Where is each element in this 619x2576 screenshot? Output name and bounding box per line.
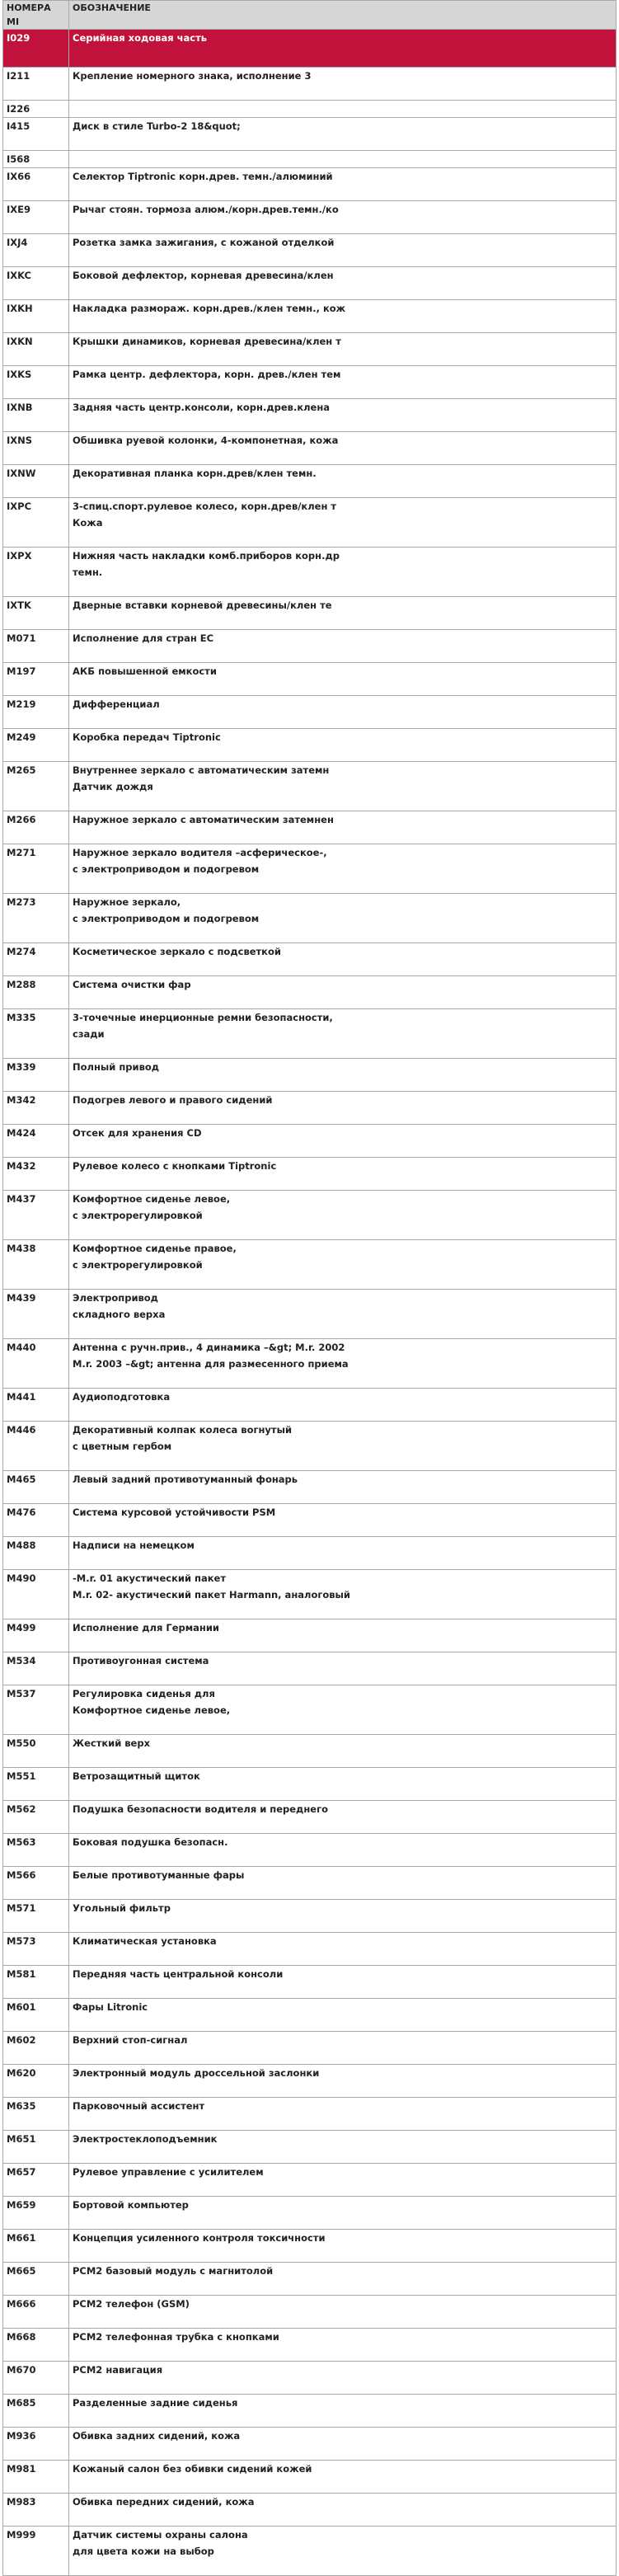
option-description: Противоугонная система	[69, 1652, 617, 1685]
option-description: Комфортное сиденье левое, с электрорегулировкой	[69, 1191, 617, 1240]
option-description: Исполнение для стран ЕС	[69, 630, 617, 663]
option-description: Рулевое колесо с кнопками Tiptronic	[69, 1158, 617, 1191]
table-row	[3, 630, 617, 663]
option-code: IXPC	[3, 498, 69, 548]
option-code: M197	[3, 663, 69, 696]
option-description: Климатическая установка	[69, 1933, 617, 1966]
option-code: M571	[3, 1900, 69, 1933]
option-code: M685	[3, 2395, 69, 2428]
table-row	[3, 2461, 617, 2494]
option-code: IXNS	[3, 432, 69, 465]
option-description: Дверные вставки корневой древесины/клен те	[69, 597, 617, 630]
option-description: Система очистки фар	[69, 976, 617, 1009]
table-row	[3, 1339, 617, 1389]
option-code: IX66	[3, 168, 69, 201]
table-row	[3, 2428, 617, 2461]
option-description: Внутреннее зеркало с автоматическим затемн Датчик дождя	[69, 762, 617, 811]
table-row	[3, 2230, 617, 2263]
option-code: M534	[3, 1652, 69, 1685]
option-code: M999	[3, 2527, 69, 2576]
table-row	[3, 1735, 617, 1768]
option-description: Белые противотуманные фары	[69, 1867, 617, 1900]
table-row	[3, 1158, 617, 1191]
table-row	[3, 597, 617, 630]
option-description: Подогрев левого и правого сидений	[69, 1092, 617, 1125]
option-description: АКБ повышенной емкости	[69, 663, 617, 696]
table-row	[3, 151, 617, 168]
table-row	[3, 2131, 617, 2164]
option-code: IXKC	[3, 267, 69, 300]
option-description: Электростеклоподъемник	[69, 2131, 617, 2164]
header-description: ОБОЗНАЧЕНИЕ	[69, 1, 617, 30]
option-code: M666	[3, 2296, 69, 2329]
option-description: Аудиоподготовка	[69, 1389, 617, 1422]
option-code: M288	[3, 976, 69, 1009]
option-code: M657	[3, 2164, 69, 2197]
table-row	[3, 1801, 617, 1834]
option-code: IXKH	[3, 300, 69, 333]
option-code: M265	[3, 762, 69, 811]
option-description: Полный привод	[69, 1059, 617, 1092]
option-code: M437	[3, 1191, 69, 1240]
option-code: I568	[3, 151, 69, 168]
table-row	[3, 1504, 617, 1537]
table-row	[3, 2098, 617, 2131]
option-description: Жесткий верх	[69, 1735, 617, 1768]
table-row	[3, 844, 617, 894]
option-description: Регулировка сиденья для Комфортное сиденье левое,	[69, 1685, 617, 1735]
table-row	[3, 2197, 617, 2230]
option-code: M668	[3, 2329, 69, 2362]
option-code: M271	[3, 844, 69, 894]
option-description: Отсек для хранения CD	[69, 1125, 617, 1158]
option-description: 3-точечные инерционные ремни безопасности, сзади	[69, 1009, 617, 1059]
table-row	[3, 1191, 617, 1240]
table-row	[3, 1471, 617, 1504]
table-row	[3, 366, 617, 399]
option-description: Электронный модуль дроссельной заслонки	[69, 2065, 617, 2098]
option-code: M476	[3, 1504, 69, 1537]
table-row	[3, 2065, 617, 2098]
option-code: M071	[3, 630, 69, 663]
option-description: PCM2 навигация	[69, 2362, 617, 2395]
option-description: Дифференциал	[69, 696, 617, 729]
table-row	[3, 399, 617, 432]
option-description: Рулевое управление с усилителем	[69, 2164, 617, 2197]
table-row	[3, 68, 617, 101]
option-description: Верхний стоп-сигнал	[69, 2032, 617, 2065]
table-row	[3, 2329, 617, 2362]
option-description: Фары Litronic	[69, 1999, 617, 2032]
option-code: IXTK	[3, 597, 69, 630]
option-code: M981	[3, 2461, 69, 2494]
option-description: Подушка безопасности водителя и переднего	[69, 1801, 617, 1834]
table-row	[3, 1685, 617, 1735]
table-row	[3, 1125, 617, 1158]
option-description: Накладка размораж. корн.древ./клен темн., кож	[69, 300, 617, 333]
option-code: M665	[3, 2263, 69, 2296]
table-row	[3, 1009, 617, 1059]
table-row	[3, 118, 617, 151]
table-row	[3, 1422, 617, 1471]
table-row	[3, 465, 617, 498]
option-code: M563	[3, 1834, 69, 1867]
option-code: M562	[3, 1801, 69, 1834]
table-row	[3, 1933, 617, 1966]
option-code: IXKN	[3, 333, 69, 366]
option-code: M661	[3, 2230, 69, 2263]
table-row	[3, 762, 617, 811]
options-table	[2, 0, 617, 2576]
option-code: M273	[3, 894, 69, 943]
table-row	[3, 1240, 617, 1290]
option-description: Надписи на немецком	[69, 1537, 617, 1570]
table-row	[3, 548, 617, 597]
table-row	[3, 201, 617, 234]
option-description: Косметическое зеркало с подсветкой	[69, 943, 617, 976]
table-row	[3, 30, 617, 68]
option-description: 3-спиц.спорт.рулевое колесо, корн.древ/клен т Кожа	[69, 498, 617, 548]
option-description: Боковая подушка безопасн.	[69, 1834, 617, 1867]
table-row	[3, 894, 617, 943]
option-description: Датчик системы охраны салона для цвета кожи на выбор	[69, 2527, 617, 2576]
table-row	[3, 498, 617, 548]
option-description: Розетка замка зажигания, с кожаной отделкой	[69, 234, 617, 267]
table-row	[3, 2164, 617, 2197]
table-row	[3, 300, 617, 333]
table-row	[3, 1537, 617, 1570]
option-code: M566	[3, 1867, 69, 1900]
table-row	[3, 2362, 617, 2395]
option-description: Обивка передних сидений, кожа	[69, 2494, 617, 2527]
option-code: M620	[3, 2065, 69, 2098]
table-row	[3, 729, 617, 762]
table-row	[3, 2395, 617, 2428]
option-description: Концепция усиленного контроля токсичности	[69, 2230, 617, 2263]
option-code: M432	[3, 1158, 69, 1191]
option-code: I415	[3, 118, 69, 151]
option-code: M465	[3, 1471, 69, 1504]
option-description: Комфортное сиденье правое, с электрорегулировкой	[69, 1240, 617, 1290]
option-code: M651	[3, 2131, 69, 2164]
option-code: M440	[3, 1339, 69, 1389]
table-row	[3, 1834, 617, 1867]
option-description: Декоративный колпак колеса вогнутый с цветным гербом	[69, 1422, 617, 1471]
table-row	[3, 2527, 617, 2576]
option-code: M488	[3, 1537, 69, 1570]
option-description: Рычаг стоян. тормоза алюм./корн.древ.темн./ко	[69, 201, 617, 234]
option-code: M499	[3, 1619, 69, 1652]
table-row	[3, 811, 617, 844]
table-row	[3, 1389, 617, 1422]
table-row	[3, 976, 617, 1009]
option-code: M490	[3, 1570, 69, 1619]
option-code: M581	[3, 1966, 69, 1999]
option-code: IXPX	[3, 548, 69, 597]
table-row	[3, 1619, 617, 1652]
option-code: M439	[3, 1290, 69, 1339]
option-code: M550	[3, 1735, 69, 1768]
table-row	[3, 1652, 617, 1685]
option-code: M446	[3, 1422, 69, 1471]
option-code: M635	[3, 2098, 69, 2131]
option-code: M659	[3, 2197, 69, 2230]
option-description: Серийная ходовая часть	[69, 30, 617, 68]
option-description: Наружное зеркало водителя –асферическое-, с электроприводом и подогревом	[69, 844, 617, 894]
option-code: M441	[3, 1389, 69, 1422]
option-description: Боковой дефлектор, корневая древесина/клен	[69, 267, 617, 300]
option-description: Коробка передач Tiptronic	[69, 729, 617, 762]
table-row	[3, 2263, 617, 2296]
option-description: Декоративная планка корн.древ/клен темн.	[69, 465, 617, 498]
option-code: M249	[3, 729, 69, 762]
table-row	[3, 101, 617, 118]
option-code: M537	[3, 1685, 69, 1735]
table-body	[3, 30, 617, 2576]
option-code: M983	[3, 2494, 69, 2527]
table-row	[3, 2494, 617, 2527]
option-code: IXKS	[3, 366, 69, 399]
option-description: Обшивка руевой колонки, 4-компонетная, кожа	[69, 432, 617, 465]
option-description: Исполнение для Германии	[69, 1619, 617, 1652]
option-description: Рамка центр. дефлектора, корн. древ./клен тем	[69, 366, 617, 399]
option-code: M424	[3, 1125, 69, 1158]
table-row	[3, 2296, 617, 2329]
table-row	[3, 234, 617, 267]
option-description: Передняя часть центральной консоли	[69, 1966, 617, 1999]
table-row	[3, 1059, 617, 1092]
option-description: Бортовой компьютер	[69, 2197, 617, 2230]
option-description: Система курсовой устойчивости PSM	[69, 1504, 617, 1537]
option-description: Обивка задних сидений, кожа	[69, 2428, 617, 2461]
option-description: PCM2 базовый модуль с магнитолой	[69, 2263, 617, 2296]
table-row	[3, 267, 617, 300]
table-row	[3, 1290, 617, 1339]
table-row	[3, 943, 617, 976]
option-code: M670	[3, 2362, 69, 2395]
option-description: Крышки динамиков, корневая древесина/клен т	[69, 333, 617, 366]
option-description: Ветрозащитный щиток	[69, 1768, 617, 1801]
option-code: M266	[3, 811, 69, 844]
option-description: PCM2 телефонная трубка с кнопками	[69, 2329, 617, 2362]
option-description: Селектор Tiptronic корн.древ. темн./алюминий	[69, 168, 617, 201]
option-code: M339	[3, 1059, 69, 1092]
option-code: IXNW	[3, 465, 69, 498]
option-description: Диск в стиле Turbo-2 18&quot;	[69, 118, 617, 151]
option-description: Наружное зеркало, с электроприводом и подогревом	[69, 894, 617, 943]
option-description: Разделенные задние сиденья	[69, 2395, 617, 2428]
option-code: IXNB	[3, 399, 69, 432]
option-description: Нижняя часть накладки комб.приборов корн.др темн.	[69, 548, 617, 597]
option-code: IXE9	[3, 201, 69, 234]
option-description: Парковочный ассистент	[69, 2098, 617, 2131]
table-row	[3, 1768, 617, 1801]
option-code: IXJ4	[3, 234, 69, 267]
option-code: M551	[3, 1768, 69, 1801]
table-row	[3, 2032, 617, 2065]
option-description: Электропривод складного верха	[69, 1290, 617, 1339]
option-description: Антенна с ручн.прив., 4 динамика –&gt; M.r. 2002 M.r. 2003 –&gt; антенна для размесенного приема	[69, 1339, 617, 1389]
option-code: M602	[3, 2032, 69, 2065]
option-code: M342	[3, 1092, 69, 1125]
option-description: -M.r. 01 акустический пакет M.r. 02- акустический пакет Harmann, аналоговый	[69, 1570, 617, 1619]
option-code: M438	[3, 1240, 69, 1290]
option-description: PCM2 телефон (GSM)	[69, 2296, 617, 2329]
table-row	[3, 696, 617, 729]
table-row	[3, 1966, 617, 1999]
table-row	[3, 1900, 617, 1933]
option-description: Крепление номерного знака, исполнение 3	[69, 68, 617, 101]
option-description	[69, 101, 617, 118]
option-code: I029	[3, 30, 69, 68]
header-row	[3, 1, 617, 30]
option-description: Наружное зеркало с автоматическим затемнен	[69, 811, 617, 844]
option-code: M573	[3, 1933, 69, 1966]
table-row	[3, 1570, 617, 1619]
table-row	[3, 1867, 617, 1900]
table-row	[3, 663, 617, 696]
option-description: Кожаный салон без обивки сидений кожей	[69, 2461, 617, 2494]
table-row	[3, 432, 617, 465]
table-row	[3, 333, 617, 366]
option-code: I226	[3, 101, 69, 118]
option-code: M219	[3, 696, 69, 729]
option-code: I211	[3, 68, 69, 101]
option-description: Левый задний противотуманный фонарь	[69, 1471, 617, 1504]
table-row	[3, 1092, 617, 1125]
header-code: НОМЕРА МІ	[3, 1, 69, 30]
option-description: Угольный фильтр	[69, 1900, 617, 1933]
table-row	[3, 168, 617, 201]
option-code: M274	[3, 943, 69, 976]
table-row	[3, 1999, 617, 2032]
option-code: M335	[3, 1009, 69, 1059]
option-description: Задняя часть центр.консоли, корн.древ.клена	[69, 399, 617, 432]
option-code: M601	[3, 1999, 69, 2032]
option-description	[69, 151, 617, 168]
option-code: M936	[3, 2428, 69, 2461]
